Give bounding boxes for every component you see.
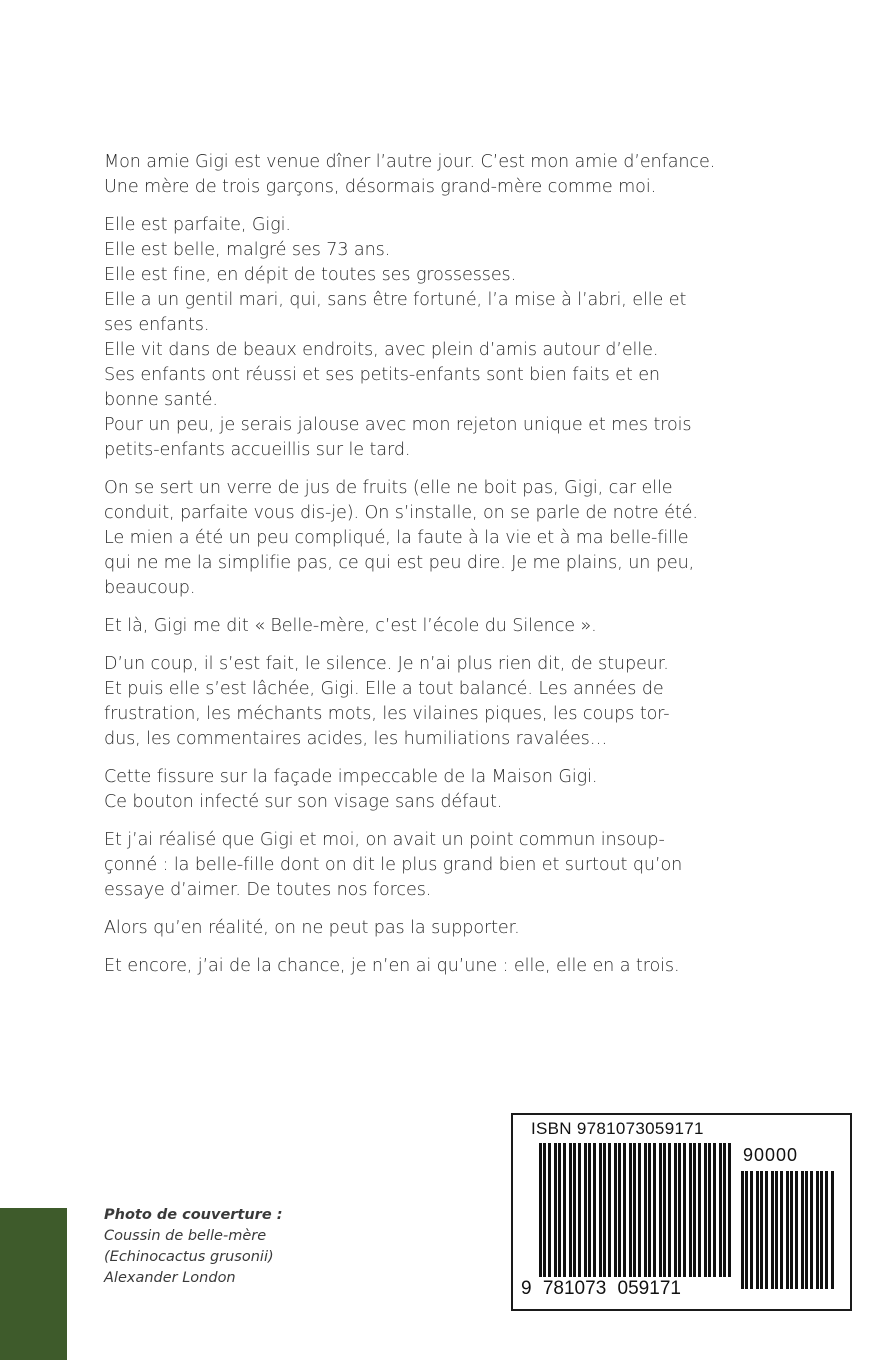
barcode-bar bbox=[771, 1171, 774, 1289]
paragraph bbox=[104, 150, 772, 200]
barcode-bar bbox=[614, 1143, 617, 1277]
barcode-bar bbox=[683, 1143, 686, 1277]
barcode-bar bbox=[618, 1143, 621, 1277]
barcode-bar bbox=[780, 1171, 783, 1289]
paragraph bbox=[104, 954, 772, 979]
barcode-bar bbox=[569, 1143, 572, 1277]
ean-digit-group: 781073 bbox=[542, 1278, 607, 1299]
barcode-bar bbox=[668, 1143, 671, 1277]
barcode-bar bbox=[629, 1143, 632, 1277]
paragraph bbox=[104, 652, 772, 752]
barcode-bar bbox=[633, 1143, 636, 1277]
paragraph bbox=[104, 213, 772, 463]
text-line: Elle a un gentil mari, qui, sans être fortuné, l’a mise à l’abri, elle et bbox=[104, 290, 687, 310]
barcode-bar bbox=[820, 1171, 823, 1289]
barcode-bar bbox=[603, 1143, 606, 1277]
barcode-bar bbox=[756, 1171, 759, 1289]
text-line: beaucoup. bbox=[104, 578, 196, 598]
barcode-bar bbox=[816, 1171, 819, 1289]
text-line: çonné : la belle-fille dont on dit le plus grand bien et surtout qu’on bbox=[104, 855, 683, 875]
paragraph bbox=[104, 916, 772, 941]
ean-digits bbox=[521, 1278, 687, 1300]
barcode-bar bbox=[801, 1171, 804, 1289]
paragraph bbox=[104, 476, 772, 601]
barcode-bar bbox=[648, 1143, 651, 1277]
text-line: conduit, parfaite vous dis-je). On s’installe, on se parle de notre été. bbox=[104, 503, 698, 523]
barcode-bar bbox=[548, 1143, 551, 1277]
barcode-bar bbox=[593, 1143, 596, 1277]
barcode-bar bbox=[554, 1143, 557, 1277]
barcode-bar bbox=[708, 1143, 711, 1277]
barcode-bar bbox=[805, 1171, 808, 1289]
text-line: Et j’ai réalisé que Gigi et moi, on avait un point commun insoup- bbox=[104, 830, 665, 850]
barcode-bar bbox=[728, 1143, 731, 1277]
barcode-bar bbox=[573, 1143, 576, 1277]
barcode-bar bbox=[588, 1143, 591, 1277]
paragraph bbox=[104, 614, 772, 639]
paragraph bbox=[104, 765, 772, 815]
barcode-bar bbox=[599, 1143, 602, 1277]
text-line: Une mère de trois garçons, désormais grand-mère comme moi. bbox=[104, 177, 657, 197]
text-line: Et puis elle s’est lâchée, Gigi. Elle a tout balancé. Les années de bbox=[104, 679, 664, 699]
barcode-bar bbox=[825, 1171, 828, 1289]
barcode-bar bbox=[659, 1143, 662, 1277]
ean-digit-group: 9 bbox=[521, 1278, 532, 1299]
text-line: Le mien a été un peu compliqué, la faute à la vie et à ma belle-fille bbox=[104, 528, 689, 548]
text-line: essaye d’aimer. De toutes nos forces. bbox=[104, 880, 432, 900]
barcode-bar bbox=[741, 1171, 744, 1289]
price-code: 90000 bbox=[743, 1145, 799, 1165]
text-line: Et encore, j’ai de la chance, je n’en ai qu’une : elle, elle en a trois. bbox=[104, 956, 680, 976]
text-line: Elle est belle, malgré ses 73 ans. bbox=[104, 240, 391, 260]
text-line: D’un coup, il s’est fait, le silence. Je n’ai plus rien dit, de stupeur. bbox=[104, 654, 669, 674]
isbn-label: ISBN 9781073059171 bbox=[531, 1119, 704, 1138]
barcode-bar bbox=[563, 1143, 566, 1277]
barcode-bar bbox=[678, 1143, 681, 1277]
barcode-bar bbox=[653, 1143, 656, 1277]
barcode-bar bbox=[760, 1171, 763, 1289]
barcode-bar bbox=[539, 1143, 542, 1277]
text-line: Et là, Gigi me dit « Belle-mère, c’est l’école du Silence ». bbox=[104, 616, 597, 636]
barcode-bar bbox=[704, 1143, 707, 1277]
text-line: petits-enfants accueillis sur le tard. bbox=[104, 440, 411, 460]
addon-bars bbox=[741, 1171, 837, 1293]
barcode-bar bbox=[689, 1143, 692, 1277]
barcode-bar bbox=[543, 1143, 546, 1277]
text-line: On se sert un verre de jus de fruits (elle ne boit pas, Gigi, car elle bbox=[104, 478, 673, 498]
ean-digit-group: 059171 bbox=[617, 1278, 681, 1299]
back-cover-text bbox=[104, 150, 772, 992]
barcode-bar bbox=[765, 1171, 768, 1289]
barcode-bar bbox=[831, 1171, 834, 1289]
text-line: Mon amie Gigi est venue dîner l’autre jour. C’est mon amie d’enfance. bbox=[104, 152, 716, 172]
text-line: Ses enfants ont réussi et ses petits-enfants sont bien faits et en bbox=[104, 365, 660, 385]
text-line: Elle est fine, en dépit de toutes ses grossesses. bbox=[104, 265, 517, 285]
barcode-bar bbox=[663, 1143, 666, 1277]
text-line: qui ne me la simplifie pas, ce qui est peu dire. Je me plains, un peu, bbox=[104, 553, 695, 573]
barcode-bar bbox=[795, 1171, 798, 1289]
text-line: Elle vit dans de beaux endroits, avec plein d’amis autour d’elle. bbox=[104, 340, 659, 360]
barcode-bar bbox=[584, 1143, 587, 1277]
green-accent-bar bbox=[0, 1208, 67, 1360]
text-line: Elle est parfaite, Gigi. bbox=[104, 215, 291, 235]
paragraph bbox=[104, 828, 772, 903]
barcode-bar bbox=[558, 1143, 561, 1277]
barcode-bar bbox=[693, 1143, 696, 1277]
credits-latin-name: (Echinocactus grusonii) bbox=[104, 1249, 274, 1265]
text-line: dus, les commentaires acides, les humiliations ravalées… bbox=[104, 729, 608, 749]
photo-credits bbox=[104, 1205, 283, 1289]
text-line: Alors qu’en réalité, on ne peut pas la supporter. bbox=[104, 918, 520, 938]
barcode-bar bbox=[623, 1143, 626, 1277]
credits-plant-name: Coussin de belle-mère bbox=[104, 1228, 267, 1244]
barcode-bar bbox=[786, 1171, 789, 1289]
credits-title: Photo de couverture : bbox=[104, 1207, 283, 1223]
barcode-bar bbox=[750, 1171, 753, 1289]
barcode-bar bbox=[745, 1171, 748, 1289]
barcode-bar bbox=[638, 1143, 641, 1277]
barcode-bar bbox=[810, 1171, 813, 1289]
text-line: Pour un peu, je serais jalouse avec mon rejeton unique et mes trois bbox=[104, 415, 692, 435]
barcode-bar bbox=[644, 1143, 647, 1277]
text-line: Ce bouton infecté sur son visage sans défaut. bbox=[104, 792, 503, 812]
barcode-bar bbox=[775, 1171, 778, 1289]
credits-photographer: Alexander London bbox=[104, 1270, 236, 1286]
isbn-barcode bbox=[511, 1113, 852, 1311]
barcode-bar bbox=[608, 1143, 611, 1277]
ean-bars bbox=[539, 1143, 735, 1293]
barcode-bar bbox=[674, 1143, 677, 1277]
barcode-bar bbox=[713, 1143, 716, 1277]
text-line: ses enfants. bbox=[104, 315, 210, 335]
text-line: frustration, les méchants mots, les vilaines piques, les coups tor- bbox=[104, 704, 670, 724]
barcode-bar bbox=[719, 1143, 722, 1277]
barcode-bar bbox=[790, 1171, 793, 1289]
barcode-bar bbox=[698, 1143, 701, 1277]
barcode-bar bbox=[723, 1143, 726, 1277]
barcode-bar bbox=[578, 1143, 581, 1277]
text-line: bonne santé. bbox=[104, 390, 218, 410]
text-line: Cette fissure sur la façade impeccable de la Maison Gigi. bbox=[104, 767, 598, 787]
